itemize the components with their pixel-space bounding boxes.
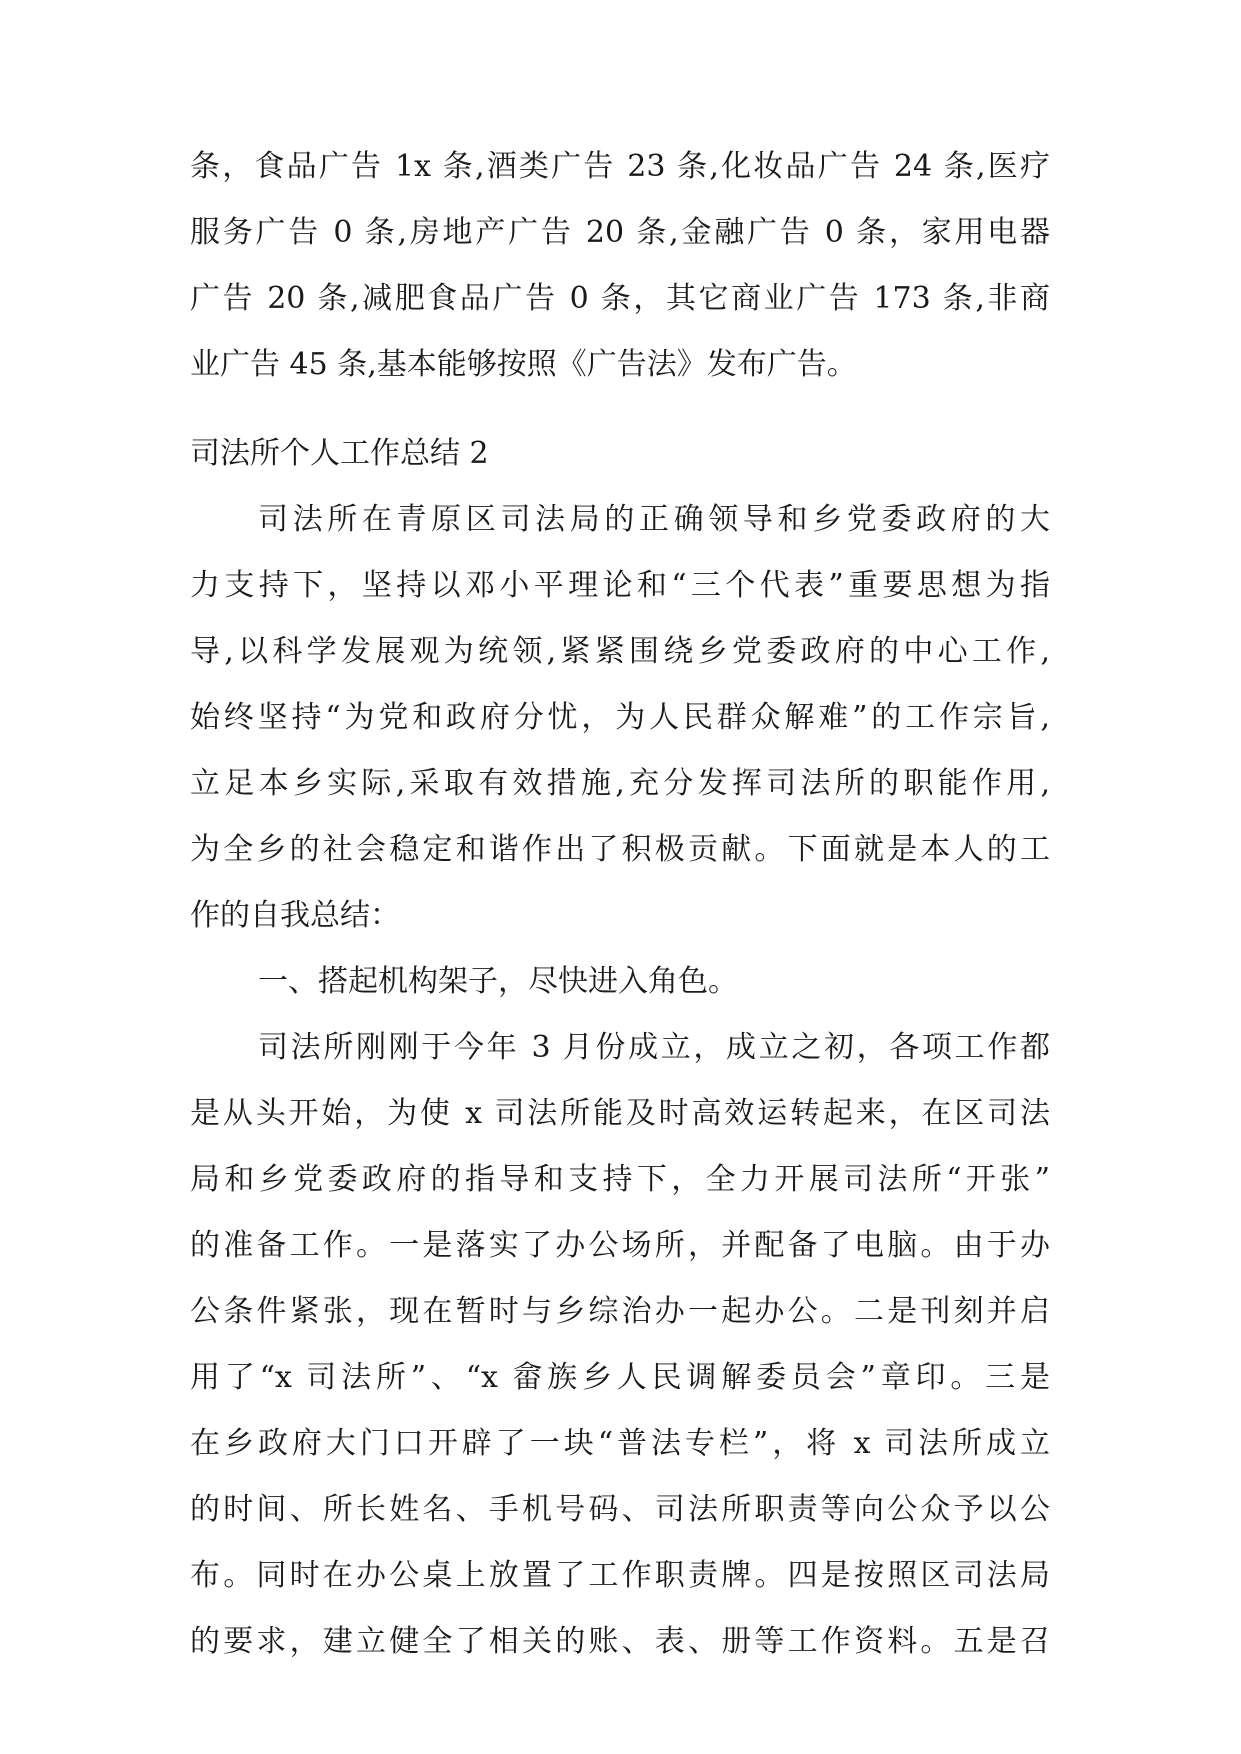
text-line: 用了“x 司法所”、“x 畲族乡人民调解委员会”章印。三是 [190, 1360, 1050, 1395]
text-line: 的准备工作。一是落实了办公场所，并配备了电脑。由于办 [190, 1228, 1050, 1263]
text-line: 条，食品广告 1x 条,酒类广告 23 条,化妆品广告 24 条,医疗 [190, 149, 1050, 184]
section-title: 司法所个人工作总结 2 [190, 436, 489, 471]
text-line: 作的自我总结： [190, 898, 400, 933]
text-line: 公条件紧张，现在暂时与乡综治办一起办公。二是刊刻并启 [190, 1294, 1050, 1329]
text-line: 是从头开始，为使 x 司法所能及时高效运转起来，在区司法 [190, 1096, 1050, 1131]
text-line: 广告 20 条,减肥食品广告 0 条，其它商业广告 173 条,非商 [190, 281, 1050, 316]
text-line: 导,以科学发展观为统领,紧紧围绕乡党委政府的中心工作, [190, 634, 1050, 669]
text-line: 力支持下，坚持以邓小平理论和“三个代表”重要思想为指 [190, 568, 1050, 603]
text-line: 立足本乡实际,采取有效措施,充分发挥司法所的职能作用, [190, 766, 1050, 801]
text-line: 布。同时在办公桌上放置了工作职责牌。四是按照区司法局 [190, 1558, 1050, 1593]
text-line: 司法所在青原区司法局的正确领导和乡党委政府的大 [258, 502, 1050, 537]
text-line: 始终坚持“为党和政府分忧，为人民群众解难”的工作宗旨, [190, 700, 1050, 735]
text-line: 为全乡的社会稳定和谐作出了积极贡献。下面就是本人的工 [190, 832, 1050, 867]
text-line: 在乡政府大门口开辟了一块“普法专栏”，将 x 司法所成立 [190, 1426, 1050, 1461]
text-line: 服务广告 0 条,房地产广告 20 条,金融广告 0 条，家用电器 [190, 215, 1050, 250]
text-line: 司法所刚刚于今年 3 月份成立，成立之初，各项工作都 [258, 1030, 1050, 1065]
text-line: 的要求，建立健全了相关的账、表、册等工作资料。五是召 [190, 1624, 1050, 1659]
text-line: 业广告 45 条,基本能够按照《广告法》发布广告。 [190, 347, 857, 382]
text-line: 局和乡党委政府的指导和支持下，全力开展司法所“开张” [190, 1162, 1050, 1197]
subheading: 一、搭起机构架子，尽快进入角色。 [258, 964, 738, 999]
text-line: 的时间、所长姓名、手机号码、司法所职责等向公众予以公 [190, 1492, 1050, 1527]
